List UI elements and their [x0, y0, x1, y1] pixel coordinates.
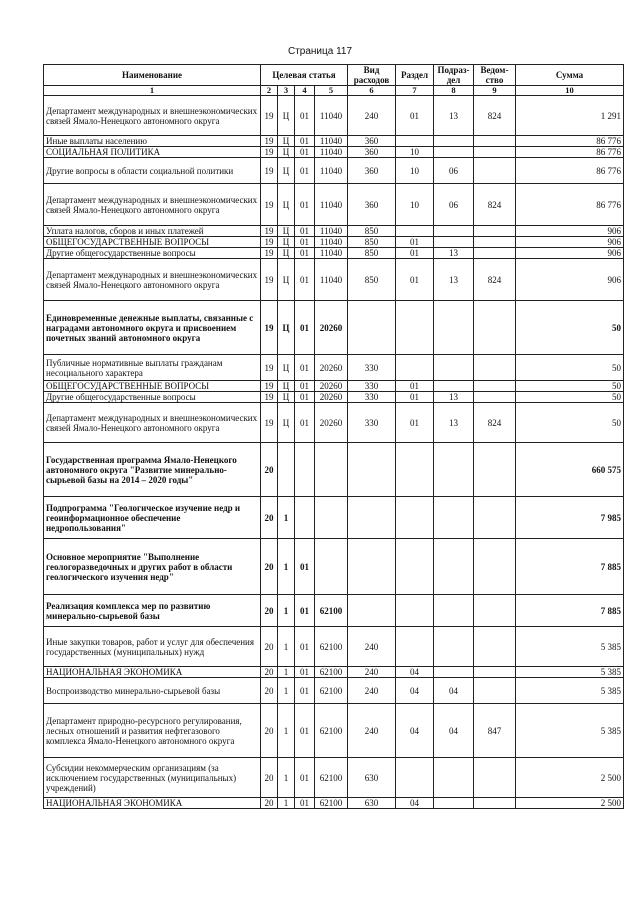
cell-target-1: 19 — [261, 96, 278, 136]
cell-expense-type: 360 — [348, 184, 396, 226]
cell-target-4: 20260 — [315, 301, 348, 355]
cell-sum: 906 — [516, 259, 624, 301]
cell-subsection — [434, 595, 474, 627]
cell-section: 01 — [396, 248, 434, 259]
cell-department — [474, 758, 516, 798]
cell-target-4: 11040 — [315, 259, 348, 301]
cell-target-4: 11040 — [315, 237, 348, 248]
cell-target-3: 01 — [295, 758, 315, 798]
header-sum: Сумма — [516, 65, 624, 86]
cell-name: СОЦИАЛЬНАЯ ПОЛИТИКА — [44, 147, 261, 158]
cell-subsection — [434, 539, 474, 595]
cell-name: Департамент природно-ресурсного регулирования, лесных отношений и развития нефтегазового комплекса Ямало-Ненецкого автономного округа — [44, 704, 261, 758]
cell-target-3: 01 — [295, 798, 315, 809]
table-row — [44, 758, 624, 798]
cell-target-2: 1 — [278, 497, 295, 539]
cell-subsection — [434, 798, 474, 809]
cell-department: 824 — [474, 184, 516, 226]
cell-expense-type: 240 — [348, 704, 396, 758]
cell-target-1: 19 — [261, 381, 278, 392]
cell-target-3: 01 — [295, 392, 315, 403]
cell-name: Публичные нормативные выплаты гражданам несоциального характера — [44, 355, 261, 381]
cell-sum: 7 885 — [516, 539, 624, 595]
cell-target-1: 20 — [261, 667, 278, 678]
cell-target-4: 62100 — [315, 667, 348, 678]
cell-expense-type: 630 — [348, 798, 396, 809]
table-row — [44, 136, 624, 147]
cell-target-1: 19 — [261, 226, 278, 237]
cell-name: Воспроизводство минерально-сырьевой базы — [44, 678, 261, 704]
cell-target-4: 62100 — [315, 678, 348, 704]
table-row — [44, 497, 624, 539]
cell-subsection: 13 — [434, 259, 474, 301]
cell-target-2: Ц — [278, 392, 295, 403]
column-number: 8 — [434, 86, 474, 96]
cell-target-4: 11040 — [315, 96, 348, 136]
cell-target-4: 11040 — [315, 147, 348, 158]
cell-expense-type: 240 — [348, 627, 396, 667]
cell-subsection: 13 — [434, 248, 474, 259]
cell-department — [474, 147, 516, 158]
cell-department — [474, 248, 516, 259]
cell-target-3: 01 — [295, 403, 315, 443]
cell-target-1: 19 — [261, 158, 278, 184]
cell-target-2: 1 — [278, 704, 295, 758]
cell-subsection: 13 — [434, 392, 474, 403]
cell-section — [396, 539, 434, 595]
cell-target-2: Ц — [278, 184, 295, 226]
cell-sum: 86 776 — [516, 136, 624, 147]
cell-target-3: 01 — [295, 259, 315, 301]
cell-subsection — [434, 497, 474, 539]
cell-target-3: 01 — [295, 678, 315, 704]
cell-department — [474, 539, 516, 595]
column-number: 1 — [44, 86, 261, 96]
cell-sum: 2 500 — [516, 758, 624, 798]
column-number: 4 — [295, 86, 315, 96]
cell-target-4 — [315, 539, 348, 595]
cell-sum: 2 500 — [516, 798, 624, 809]
cell-target-1: 19 — [261, 392, 278, 403]
cell-target-2: Ц — [278, 259, 295, 301]
cell-target-2: 1 — [278, 758, 295, 798]
cell-expense-type — [348, 443, 396, 497]
header-subsection: Подраз-дел — [434, 65, 474, 86]
cell-subsection — [434, 147, 474, 158]
cell-sum: 5 385 — [516, 667, 624, 678]
cell-sum: 7 885 — [516, 595, 624, 627]
cell-expense-type: 240 — [348, 678, 396, 704]
cell-expense-type: 360 — [348, 147, 396, 158]
table-row — [44, 259, 624, 301]
cell-department — [474, 392, 516, 403]
cell-target-1: 19 — [261, 184, 278, 226]
cell-department — [474, 237, 516, 248]
table-row — [44, 392, 624, 403]
header-row — [44, 65, 624, 86]
cell-section: 01 — [396, 403, 434, 443]
cell-section — [396, 226, 434, 237]
table-row — [44, 226, 624, 237]
column-number: 2 — [261, 86, 278, 96]
cell-sum: 906 — [516, 237, 624, 248]
column-number-row — [44, 86, 624, 96]
cell-subsection — [434, 667, 474, 678]
cell-target-1: 20 — [261, 678, 278, 704]
cell-sum: 50 — [516, 355, 624, 381]
cell-expense-type: 850 — [348, 226, 396, 237]
column-number: 7 — [396, 86, 434, 96]
cell-subsection: 06 — [434, 158, 474, 184]
cell-name: Уплата налогов, сборов и иных платежей — [44, 226, 261, 237]
table-row — [44, 248, 624, 259]
cell-target-1: 20 — [261, 443, 278, 497]
cell-target-1: 20 — [261, 758, 278, 798]
cell-section: 10 — [396, 147, 434, 158]
cell-target-3: 01 — [295, 184, 315, 226]
cell-department — [474, 381, 516, 392]
cell-section: 01 — [396, 237, 434, 248]
cell-target-1: 19 — [261, 403, 278, 443]
cell-target-4: 20260 — [315, 381, 348, 392]
column-number: 6 — [348, 86, 396, 96]
table-row — [44, 667, 624, 678]
cell-expense-type: 330 — [348, 403, 396, 443]
cell-section — [396, 497, 434, 539]
cell-sum: 5 385 — [516, 678, 624, 704]
cell-section — [396, 627, 434, 667]
cell-target-3: 01 — [295, 248, 315, 259]
cell-section: 04 — [396, 704, 434, 758]
table-row — [44, 96, 624, 136]
cell-section — [396, 301, 434, 355]
table-row — [44, 184, 624, 226]
cell-name: Единовременные денежные выплаты, связанные с наградами автономного округа и присвоением почетных званий автономного округа — [44, 301, 261, 355]
table-row — [44, 627, 624, 667]
cell-section — [396, 595, 434, 627]
header-expense-type: Вид расходов — [348, 65, 396, 86]
cell-department — [474, 158, 516, 184]
cell-expense-type: 240 — [348, 667, 396, 678]
cell-department — [474, 497, 516, 539]
cell-target-3: 01 — [295, 381, 315, 392]
cell-department — [474, 443, 516, 497]
cell-expense-type — [348, 301, 396, 355]
cell-target-4: 11040 — [315, 226, 348, 237]
cell-department: 824 — [474, 259, 516, 301]
cell-target-1: 20 — [261, 704, 278, 758]
cell-target-4: 11040 — [315, 136, 348, 147]
cell-expense-type: 330 — [348, 392, 396, 403]
cell-target-1: 19 — [261, 248, 278, 259]
cell-name: Департамент международных и внешнеэкономических связей Ямало-Ненецкого автономного округа — [44, 184, 261, 226]
cell-subsection — [434, 758, 474, 798]
cell-subsection — [434, 226, 474, 237]
cell-subsection: 06 — [434, 184, 474, 226]
cell-sum: 50 — [516, 392, 624, 403]
cell-target-3: 01 — [295, 147, 315, 158]
cell-target-4: 62100 — [315, 704, 348, 758]
cell-section: 10 — [396, 184, 434, 226]
table-row — [44, 704, 624, 758]
cell-subsection — [434, 301, 474, 355]
cell-target-4 — [315, 497, 348, 539]
cell-target-2: Ц — [278, 237, 295, 248]
cell-target-4: 62100 — [315, 595, 348, 627]
cell-sum: 906 — [516, 226, 624, 237]
cell-sum: 86 776 — [516, 184, 624, 226]
cell-expense-type: 360 — [348, 136, 396, 147]
cell-name: Иные закупки товаров, работ и услуг для обеспечения государственных (муниципальных) нужд — [44, 627, 261, 667]
cell-expense-type: 850 — [348, 259, 396, 301]
cell-department: 824 — [474, 96, 516, 136]
cell-target-1: 19 — [261, 147, 278, 158]
header-section: Раздел — [396, 65, 434, 86]
cell-target-2: Ц — [278, 147, 295, 158]
table-row — [44, 381, 624, 392]
cell-expense-type: 850 — [348, 237, 396, 248]
cell-section: 10 — [396, 158, 434, 184]
cell-name: ОБЩЕГОСУДАРСТВЕННЫЕ ВОПРОСЫ — [44, 237, 261, 248]
cell-target-2: 1 — [278, 798, 295, 809]
cell-sum: 50 — [516, 381, 624, 392]
cell-name: Подпрограмма "Геологическое изучение недр и геоинформационное обеспечение недропользования" — [44, 497, 261, 539]
cell-subsection — [434, 627, 474, 667]
cell-section — [396, 355, 434, 381]
cell-name: Департамент международных и внешнеэкономических связей Ямало-Ненецкого автономного округа — [44, 259, 261, 301]
cell-name: НАЦИОНАЛЬНАЯ ЭКОНОМИКА — [44, 667, 261, 678]
cell-section: 04 — [396, 798, 434, 809]
cell-section: 01 — [396, 381, 434, 392]
cell-expense-type: 360 — [348, 158, 396, 184]
cell-target-4: 11040 — [315, 248, 348, 259]
cell-target-3: 01 — [295, 158, 315, 184]
cell-expense-type — [348, 497, 396, 539]
cell-target-2: 1 — [278, 627, 295, 667]
cell-subsection — [434, 381, 474, 392]
cell-department — [474, 301, 516, 355]
cell-name: Департамент международных и внешнеэкономических связей Ямало-Ненецкого автономного округа — [44, 403, 261, 443]
page-number: Страница 117 — [287, 46, 353, 57]
cell-name: ОБЩЕГОСУДАРСТВЕННЫЕ ВОПРОСЫ — [44, 381, 261, 392]
cell-section — [396, 136, 434, 147]
cell-name: Другие вопросы в области социальной политики — [44, 158, 261, 184]
cell-target-2: Ц — [278, 301, 295, 355]
cell-subsection: 04 — [434, 704, 474, 758]
table-body — [44, 96, 624, 809]
cell-target-4: 20260 — [315, 403, 348, 443]
cell-subsection: 13 — [434, 96, 474, 136]
cell-target-2: Ц — [278, 403, 295, 443]
cell-subsection — [434, 443, 474, 497]
table-row — [44, 158, 624, 184]
cell-target-2: Ц — [278, 136, 295, 147]
table-row — [44, 678, 624, 704]
table-row — [44, 595, 624, 627]
cell-subsection: 13 — [434, 403, 474, 443]
cell-sum: 50 — [516, 403, 624, 443]
cell-target-4: 62100 — [315, 758, 348, 798]
table-row — [44, 443, 624, 497]
cell-name: Реализация комплекса мер по развитию минерально-сырьевой базы — [44, 595, 261, 627]
column-number: 9 — [474, 86, 516, 96]
header-target-article: Целевая статья — [261, 65, 348, 86]
cell-target-1: 19 — [261, 136, 278, 147]
cell-expense-type: 850 — [348, 248, 396, 259]
cell-target-3: 01 — [295, 96, 315, 136]
cell-target-3: 01 — [295, 667, 315, 678]
cell-expense-type: 630 — [348, 758, 396, 798]
table-row — [44, 301, 624, 355]
cell-target-1: 20 — [261, 539, 278, 595]
table-row — [44, 237, 624, 248]
cell-expense-type: 330 — [348, 381, 396, 392]
table-row — [44, 798, 624, 809]
table-row — [44, 147, 624, 158]
cell-sum: 5 385 — [516, 704, 624, 758]
cell-expense-type: 330 — [348, 355, 396, 381]
cell-target-4 — [315, 443, 348, 497]
cell-name: Государственная программа Ямало-Ненецкого автономного округа "Развитие минерально-сырьевой базы на 2014 – 2020 годы" — [44, 443, 261, 497]
table-row — [44, 403, 624, 443]
cell-target-4: 62100 — [315, 627, 348, 667]
cell-sum: 906 — [516, 248, 624, 259]
cell-target-3: 01 — [295, 355, 315, 381]
cell-department — [474, 226, 516, 237]
cell-target-2: Ц — [278, 248, 295, 259]
cell-name: Другие общегосударственные вопросы — [44, 248, 261, 259]
cell-target-3: 01 — [295, 595, 315, 627]
cell-expense-type: 240 — [348, 96, 396, 136]
cell-target-2: Ц — [278, 381, 295, 392]
table-row — [44, 539, 624, 595]
cell-sum: 1 291 — [516, 96, 624, 136]
cell-target-3 — [295, 443, 315, 497]
cell-target-1: 19 — [261, 237, 278, 248]
cell-target-3: 01 — [295, 237, 315, 248]
cell-subsection — [434, 237, 474, 248]
cell-target-3: 01 — [295, 301, 315, 355]
cell-target-3: 01 — [295, 704, 315, 758]
cell-expense-type — [348, 539, 396, 595]
cell-department — [474, 627, 516, 667]
cell-name: НАЦИОНАЛЬНАЯ ЭКОНОМИКА — [44, 798, 261, 809]
table-row — [44, 355, 624, 381]
cell-section: 04 — [396, 678, 434, 704]
cell-department — [474, 667, 516, 678]
cell-target-2: 1 — [278, 539, 295, 595]
cell-section: 04 — [396, 667, 434, 678]
cell-target-2: 1 — [278, 595, 295, 627]
cell-sum: 86 776 — [516, 158, 624, 184]
column-number: 10 — [516, 86, 624, 96]
cell-target-4: 20260 — [315, 355, 348, 381]
column-number: 5 — [315, 86, 348, 96]
cell-sum: 7 985 — [516, 497, 624, 539]
cell-department — [474, 678, 516, 704]
header-department: Ведом-ство — [474, 65, 516, 86]
cell-department: 824 — [474, 403, 516, 443]
cell-target-2: Ц — [278, 96, 295, 136]
cell-sum: 660 575 — [516, 443, 624, 497]
cell-target-2: 1 — [278, 667, 295, 678]
column-number: 3 — [278, 86, 295, 96]
cell-name: Другие общегосударственные вопросы — [44, 392, 261, 403]
cell-department — [474, 355, 516, 381]
cell-name: Иные выплаты населению — [44, 136, 261, 147]
cell-target-3: 01 — [295, 539, 315, 595]
cell-target-3 — [295, 497, 315, 539]
cell-target-2: Ц — [278, 355, 295, 381]
cell-target-1: 19 — [261, 355, 278, 381]
cell-target-3: 01 — [295, 627, 315, 667]
cell-target-4: 11040 — [315, 184, 348, 226]
cell-department — [474, 798, 516, 809]
header-name: Наименование — [44, 65, 261, 86]
cell-target-3: 01 — [295, 136, 315, 147]
cell-target-3: 01 — [295, 226, 315, 237]
cell-target-1: 20 — [261, 627, 278, 667]
cell-name: Департамент международных и внешнеэкономических связей Ямало-Ненецкого автономного округа — [44, 96, 261, 136]
cell-name: Субсидии некоммерческим организациям (за исключением государственных (муниципальных) учреждений) — [44, 758, 261, 798]
cell-target-2: 1 — [278, 678, 295, 704]
cell-section: 01 — [396, 96, 434, 136]
cell-target-2: Ц — [278, 158, 295, 184]
cell-sum: 50 — [516, 301, 624, 355]
cell-name: Основное мероприятие "Выполнение геологоразведочных и других работ в области геологического изучения недр" — [44, 539, 261, 595]
cell-target-2: Ц — [278, 226, 295, 237]
cell-department: 847 — [474, 704, 516, 758]
cell-target-4: 20260 — [315, 392, 348, 403]
budget-table — [43, 64, 624, 809]
cell-section — [396, 758, 434, 798]
cell-target-1: 20 — [261, 798, 278, 809]
cell-section: 01 — [396, 392, 434, 403]
cell-subsection — [434, 136, 474, 147]
cell-sum: 5 385 — [516, 627, 624, 667]
cell-expense-type — [348, 595, 396, 627]
cell-target-4: 62100 — [315, 798, 348, 809]
cell-section — [396, 443, 434, 497]
cell-subsection: 04 — [434, 678, 474, 704]
cell-department — [474, 136, 516, 147]
cell-department — [474, 595, 516, 627]
cell-sum: 86 776 — [516, 147, 624, 158]
cell-target-1: 19 — [261, 301, 278, 355]
cell-target-1: 19 — [261, 259, 278, 301]
cell-target-4: 11040 — [315, 158, 348, 184]
cell-section: 01 — [396, 259, 434, 301]
cell-subsection — [434, 355, 474, 381]
cell-target-1: 20 — [261, 595, 278, 627]
cell-target-2 — [278, 443, 295, 497]
cell-target-1: 20 — [261, 497, 278, 539]
